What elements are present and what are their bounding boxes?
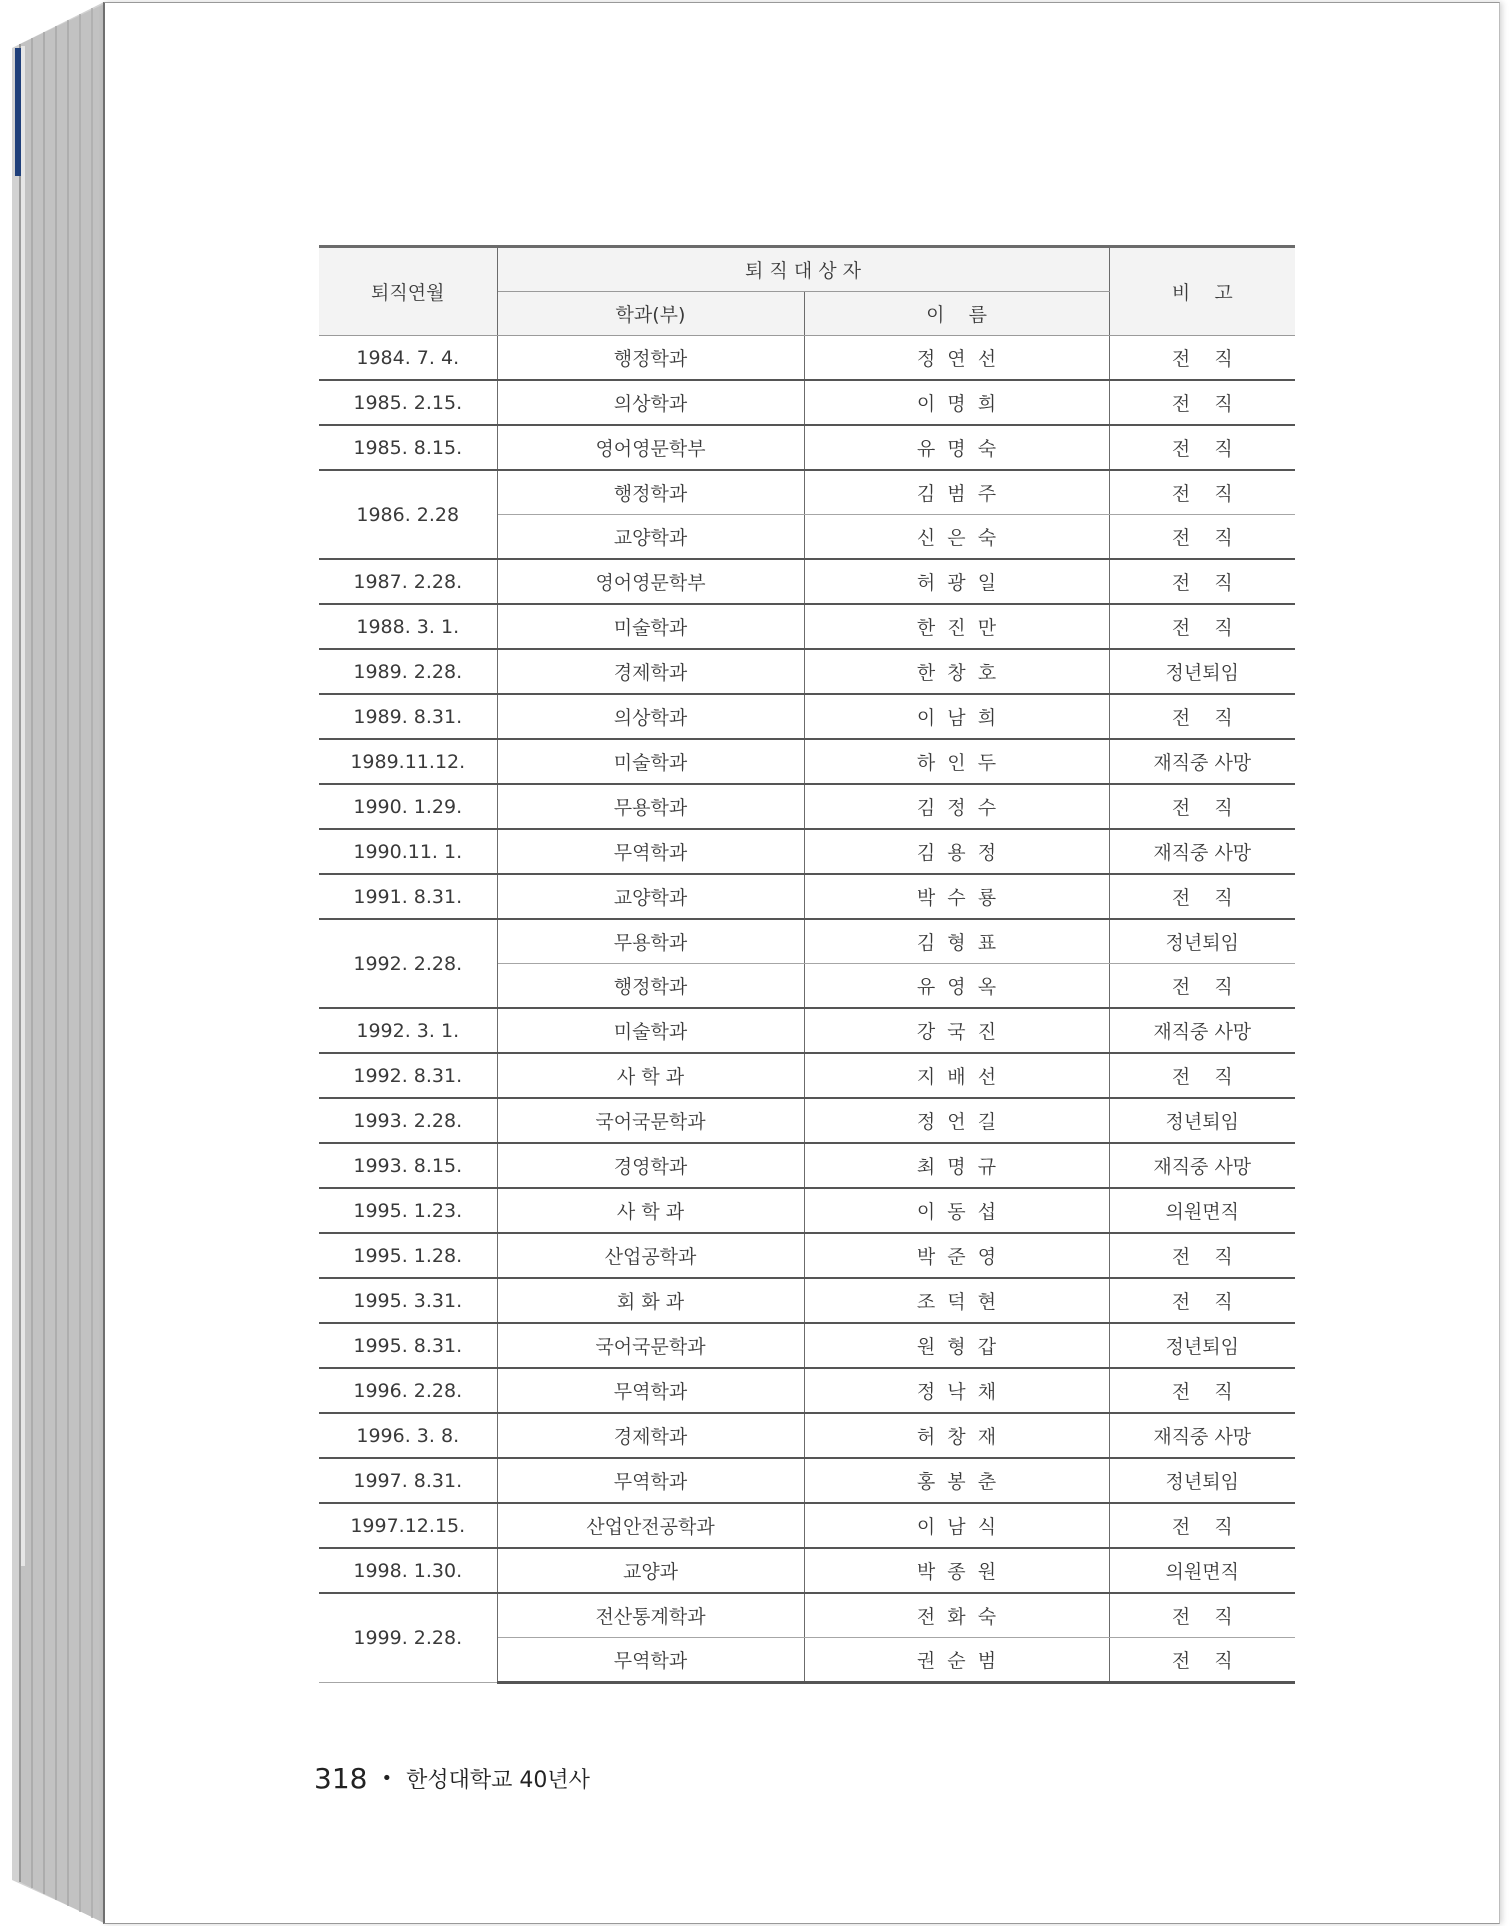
name-cell: 홍 봉 춘 xyxy=(804,1458,1109,1503)
remarks-cell: 재직중 사망 xyxy=(1109,1143,1295,1188)
remarks-cell: 재직중 사망 xyxy=(1109,1008,1295,1053)
department-cell: 경영학과 xyxy=(497,1143,804,1188)
table-row xyxy=(319,604,1295,649)
remarks-cell: 정년퇴임 xyxy=(1109,649,1295,694)
table-row xyxy=(319,739,1295,784)
name-cell: 원 형 갑 xyxy=(804,1323,1109,1368)
name-cell: 허 광 일 xyxy=(804,559,1109,604)
table-row xyxy=(319,1233,1295,1278)
header-department: 학과(부) xyxy=(497,292,804,336)
table-row xyxy=(319,694,1295,739)
remarks-cell: 전 직 xyxy=(1109,1278,1295,1323)
department-cell: 국어국문학과 xyxy=(497,1098,804,1143)
table-row xyxy=(319,1458,1295,1503)
remarks-cell: 전 직 xyxy=(1109,380,1295,425)
retirement-date-cell: 1995. 8.31. xyxy=(319,1323,497,1368)
name-cell: 유 명 숙 xyxy=(804,425,1109,470)
remarks-cell: 재직중 사망 xyxy=(1109,739,1295,784)
retirement-date-cell: 1990.11. 1. xyxy=(319,829,497,874)
table-row xyxy=(319,1323,1295,1368)
remarks-cell: 전 직 xyxy=(1109,604,1295,649)
retirement-list-table xyxy=(319,245,1295,1684)
department-cell: 산업안전공학과 xyxy=(497,1503,804,1548)
name-cell: 김 정 수 xyxy=(804,784,1109,829)
retirement-date-cell: 1993. 8.15. xyxy=(319,1143,497,1188)
name-cell: 강 국 진 xyxy=(804,1008,1109,1053)
name-cell: 이 동 섭 xyxy=(804,1188,1109,1233)
retirement-date-cell: 1995. 1.23. xyxy=(319,1188,497,1233)
name-cell: 권 순 범 xyxy=(804,1638,1109,1683)
table-row xyxy=(319,1503,1295,1548)
remarks-cell: 전 직 xyxy=(1109,1638,1295,1683)
department-cell: 사 학 과 xyxy=(497,1053,804,1098)
table-row xyxy=(319,470,1295,515)
table-row xyxy=(319,1413,1295,1458)
retirement-date-cell: 1992. 3. 1. xyxy=(319,1008,497,1053)
retirement-date-cell: 1989. 2.28. xyxy=(319,649,497,694)
department-cell: 미술학과 xyxy=(497,1008,804,1053)
remarks-cell: 전 직 xyxy=(1109,964,1295,1009)
header-retiree: 퇴 직 대 상 자 xyxy=(497,247,1109,292)
footer-bullet: • xyxy=(381,1767,393,1789)
name-cell: 이 명 희 xyxy=(804,380,1109,425)
remarks-cell: 정년퇴임 xyxy=(1109,1323,1295,1368)
remarks-cell: 전 직 xyxy=(1109,515,1295,560)
table-row xyxy=(319,1593,1295,1638)
retirement-date-cell: 1992. 2.28. xyxy=(319,919,497,1008)
name-cell: 조 덕 현 xyxy=(804,1278,1109,1323)
name-cell: 지 배 선 xyxy=(804,1053,1109,1098)
retirement-date-cell: 1991. 8.31. xyxy=(319,874,497,919)
department-cell: 영어영문학부 xyxy=(497,425,804,470)
remarks-cell: 전 직 xyxy=(1109,559,1295,604)
department-cell: 무역학과 xyxy=(497,1458,804,1503)
name-cell: 한 진 만 xyxy=(804,604,1109,649)
department-cell: 무역학과 xyxy=(497,829,804,874)
table-row xyxy=(319,919,1295,964)
retirement-date-cell: 1988. 3. 1. xyxy=(319,604,497,649)
name-cell: 박 종 원 xyxy=(804,1548,1109,1593)
table-row xyxy=(319,1053,1295,1098)
department-cell: 행정학과 xyxy=(497,964,804,1009)
remarks-cell: 정년퇴임 xyxy=(1109,1458,1295,1503)
remarks-cell: 전 직 xyxy=(1109,1368,1295,1413)
retirement-date-cell: 1998. 1.30. xyxy=(319,1548,497,1593)
name-cell: 김 범 주 xyxy=(804,470,1109,515)
department-cell: 행정학과 xyxy=(497,470,804,515)
table-row xyxy=(319,1368,1295,1413)
name-cell: 김 형 표 xyxy=(804,919,1109,964)
retirement-date-cell: 1997. 8.31. xyxy=(319,1458,497,1503)
name-cell: 이 남 희 xyxy=(804,694,1109,739)
department-cell: 교양학과 xyxy=(497,874,804,919)
department-cell: 영어영문학부 xyxy=(497,559,804,604)
name-cell: 박 수 룡 xyxy=(804,874,1109,919)
name-cell: 정 연 선 xyxy=(804,336,1109,381)
table-row xyxy=(319,784,1295,829)
remarks-cell: 의원면직 xyxy=(1109,1188,1295,1233)
retirement-date-cell: 1987. 2.28. xyxy=(319,559,497,604)
table-row xyxy=(319,425,1295,470)
remarks-cell: 전 직 xyxy=(1109,694,1295,739)
retirement-date-cell: 1989.11.12. xyxy=(319,739,497,784)
department-cell: 교양학과 xyxy=(497,515,804,560)
table-row xyxy=(319,649,1295,694)
header-remarks: 비 고 xyxy=(1109,247,1295,336)
retirement-date-cell: 1990. 1.29. xyxy=(319,784,497,829)
table-row xyxy=(319,1143,1295,1188)
department-cell: 미술학과 xyxy=(497,739,804,784)
department-cell: 행정학과 xyxy=(497,336,804,381)
remarks-cell: 정년퇴임 xyxy=(1109,919,1295,964)
page-footer xyxy=(314,1758,590,1798)
page-number: 318 xyxy=(314,1761,368,1795)
remarks-cell: 전 직 xyxy=(1109,784,1295,829)
table-row xyxy=(319,874,1295,919)
table-body xyxy=(319,336,1295,1683)
name-cell: 유 영 옥 xyxy=(804,964,1109,1009)
department-cell: 회 화 과 xyxy=(497,1278,804,1323)
name-cell: 한 창 호 xyxy=(804,649,1109,694)
table-row xyxy=(319,829,1295,874)
remarks-cell: 전 직 xyxy=(1109,1503,1295,1548)
book-title: 한성대학교 40년사 xyxy=(406,1767,590,1793)
retirement-date-cell: 1989. 8.31. xyxy=(319,694,497,739)
retirement-date-cell: 1985. 8.15. xyxy=(319,425,497,470)
table-row xyxy=(319,1008,1295,1053)
retirement-date-cell: 1996. 3. 8. xyxy=(319,1413,497,1458)
remarks-cell: 전 직 xyxy=(1109,336,1295,381)
remarks-cell: 전 직 xyxy=(1109,470,1295,515)
department-cell: 경제학과 xyxy=(497,649,804,694)
department-cell: 국어국문학과 xyxy=(497,1323,804,1368)
department-cell: 무용학과 xyxy=(497,784,804,829)
department-cell: 무역학과 xyxy=(497,1368,804,1413)
name-cell: 김 용 정 xyxy=(804,829,1109,874)
name-cell: 정 언 길 xyxy=(804,1098,1109,1143)
book-page-stack xyxy=(12,2,108,1924)
remarks-cell: 전 직 xyxy=(1109,425,1295,470)
department-cell: 산업공학과 xyxy=(497,1233,804,1278)
department-cell: 미술학과 xyxy=(497,604,804,649)
name-cell: 최 명 규 xyxy=(804,1143,1109,1188)
retirement-date-cell: 1984. 7. 4. xyxy=(319,336,497,381)
retirement-date-cell: 1995. 1.28. xyxy=(319,1233,497,1278)
retirement-date-cell: 1996. 2.28. xyxy=(319,1368,497,1413)
table-row xyxy=(319,1188,1295,1233)
retirement-date-cell: 1999. 2.28. xyxy=(319,1593,497,1683)
retirement-date-cell: 1997.12.15. xyxy=(319,1503,497,1548)
remarks-cell: 정년퇴임 xyxy=(1109,1098,1295,1143)
header-retirement-date: 퇴직연월 xyxy=(319,247,497,336)
department-cell: 사 학 과 xyxy=(497,1188,804,1233)
retirement-date-cell: 1986. 2.28 xyxy=(319,470,497,559)
remarks-cell: 전 직 xyxy=(1109,1053,1295,1098)
department-cell: 의상학과 xyxy=(497,380,804,425)
remarks-cell: 전 직 xyxy=(1109,1233,1295,1278)
header-row-top xyxy=(319,247,1295,292)
name-cell: 신 은 숙 xyxy=(804,515,1109,560)
department-cell: 경제학과 xyxy=(497,1413,804,1458)
name-cell: 이 남 식 xyxy=(804,1503,1109,1548)
remarks-cell: 전 직 xyxy=(1109,874,1295,919)
remarks-cell: 의원면직 xyxy=(1109,1548,1295,1593)
table-row xyxy=(319,1548,1295,1593)
table-row xyxy=(319,1098,1295,1143)
retirement-date-cell: 1995. 3.31. xyxy=(319,1278,497,1323)
department-cell: 전산통계학과 xyxy=(497,1593,804,1638)
name-cell: 정 낙 채 xyxy=(804,1368,1109,1413)
name-cell: 박 준 영 xyxy=(804,1233,1109,1278)
retirement-table xyxy=(319,245,1295,1684)
name-cell: 하 인 두 xyxy=(804,739,1109,784)
department-cell: 교양과 xyxy=(497,1548,804,1593)
remarks-cell: 재직중 사망 xyxy=(1109,1413,1295,1458)
department-cell: 무용학과 xyxy=(497,919,804,964)
table-row xyxy=(319,559,1295,604)
table-row xyxy=(319,380,1295,425)
retirement-date-cell: 1985. 2.15. xyxy=(319,380,497,425)
department-cell: 의상학과 xyxy=(497,694,804,739)
remarks-cell: 전 직 xyxy=(1109,1593,1295,1638)
remarks-cell: 재직중 사망 xyxy=(1109,829,1295,874)
department-cell: 무역학과 xyxy=(497,1638,804,1683)
table-row xyxy=(319,336,1295,381)
retirement-date-cell: 1993. 2.28. xyxy=(319,1098,497,1143)
header-name: 이 름 xyxy=(804,292,1109,336)
name-cell: 허 창 재 xyxy=(804,1413,1109,1458)
name-cell: 전 화 숙 xyxy=(804,1593,1109,1638)
table-row xyxy=(319,1278,1295,1323)
retirement-date-cell: 1992. 8.31. xyxy=(319,1053,497,1098)
